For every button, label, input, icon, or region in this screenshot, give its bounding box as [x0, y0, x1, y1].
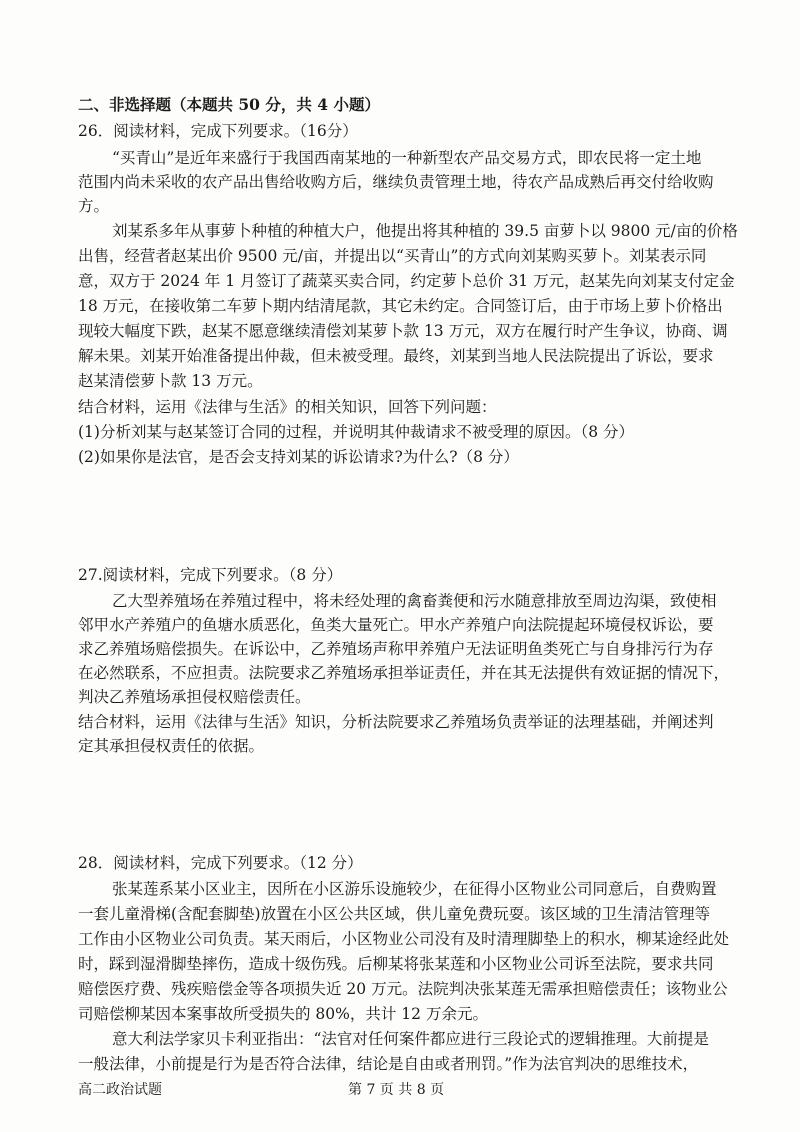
q28-para1-line: 司赔偿柳某因本案事故所受损失的 80%，共计 12 万余元。 [78, 1005, 488, 1023]
q26-subquestion-1: (1)分析刘某与赵某签订合同的过程，并说明其仲裁请求不被受理的原因。（8 分） [78, 423, 634, 441]
q28-para1-line: 赔偿医疗费、残疾赔偿金等各项损失近 20 万元。法院判决张某莲无需承担赔偿责任；该物业公 [78, 980, 728, 998]
q26-para1-line: 方。 [78, 197, 110, 215]
q27-para-line: 乙大型养殖场在养殖过程中，将未经处理的禽畜粪便和污水随意排放至周边沟渠，致使相 [112, 592, 717, 610]
q28-para2-line: 意大利法学家贝卡利亚指出：“法官对任何案件都应进行三段论式的逻辑推理。大前提是 [112, 1030, 709, 1048]
q28-para1-line: 张某莲系某小区业主，因所在小区游乐设施较少，在征得小区物业公司同意后，自费购置 [112, 880, 717, 898]
q28-para2-line: 一般法律，小前提是行为是否符合法律，结论是自由或者刑罚。”作为法官判决的思维技术， [78, 1055, 699, 1073]
q26-para2-line: 赵某清偿萝卜款 13 万元。 [78, 372, 263, 390]
q27-para-line: 求乙养殖场赔偿损失。在诉讼中，乙养殖场声称甲养殖户无法证明鱼类死亡与自身排污行为存 [78, 640, 714, 658]
q26-instruction: 结合材料，运用《法律与生活》的相关知识，回答下列问题： [78, 398, 497, 416]
q28-para1-line: 工作由小区物业公司负责。某天雨后，小区物业公司没有及时清理脚垫上的积水，柳某途经此处 [78, 930, 730, 948]
q27-para-line: 判决乙养殖场承担侵权赔偿责任。 [78, 688, 311, 706]
footer-subject: 高二政治试题 [78, 1082, 162, 1098]
q26-title: 26．阅读材料，完成下列要求。（16分） [78, 122, 358, 140]
q27-title: 27.阅读材料，完成下列要求。（8 分） [78, 566, 343, 584]
q26-subquestion-2: (2)如果你是法官，是否会支持刘某的诉讼请求?为什么?（8 分） [78, 448, 519, 466]
q28-title: 28．阅读材料，完成下列要求。（12 分） [78, 854, 363, 872]
q27-instruction-line: 结合材料，运用《法律与生活》知识，分析法院要求乙养殖场负责举证的法理基础，并阐述判 [78, 713, 714, 731]
q26-para2-line: 18 万元，在接收第二车萝卜期内结清尾款，其它未约定。合同签订后，由于市场上萝卜价格出 [78, 297, 723, 315]
q26-para2-line: 出售，经营者赵某出价 9500 元/亩，并提出以“买青山”的方式向刘某购买萝卜。刘某表示同 [78, 247, 707, 265]
q27-instruction-line: 定其承担侵权责任的依据。 [78, 737, 265, 755]
q27-para-line: 邻甲水产养殖户的鱼塘水质恶化，鱼类大量死亡。甲水产养殖户向法院提起环境侵权诉讼，要 [78, 616, 714, 634]
q27-para-line: 在必然联系，不应担责。法院要求乙养殖场承担举证责任，并在其无法提供有效证据的情况下， [78, 664, 730, 682]
section-heading: 二、非选择题（本题共 50 分，共 4 小题） [78, 95, 380, 114]
footer-page-number: 第 7 页 共 8 页 [348, 1082, 445, 1098]
q28-para1-line: 一套儿童滑梯(含配套脚垫)放置在小区公共区域，供儿童免费玩耍。该区域的卫生清洁管理等 [78, 905, 711, 923]
q26-para2-line: 刘某系多年从事萝卜种植的种植大户，他提出将其种植的 39.5 亩萝卜以 9800 元/亩的价格 [112, 222, 738, 240]
q26-para1-line: 范围内尚未采收的农产品出售给收购方后，继续负责管理土地，待农产品成熟后再交付给收购 [78, 173, 714, 191]
q26-para2-line: 现较大幅度下跌，赵某不愿意继续清偿刘某萝卜款 13 万元，双方在履行时产生争议，协商、调 [78, 322, 728, 340]
q26-para2-line: 意，双方于 2024 年 1 月签订了蔬菜买卖合同，约定萝卜总价 31 万元，赵某先向刘某支付定金 [78, 272, 735, 290]
q26-para2-line: 解未果。刘某开始准备提出仲裁，但未被受理。最终，刘某到当地人民法院提出了诉讼，要求 [78, 347, 714, 365]
q28-para1-line: 时，踩到湿滑脚垫摔伤，造成十级伤残。后柳某将张某莲和小区物业公司诉至法院，要求共同 [78, 955, 714, 973]
q26-para1-line: “买青山”是近年来盛行于我国西南某地的一种新型农产品交易方式，即农民将一定土地 [112, 149, 702, 167]
